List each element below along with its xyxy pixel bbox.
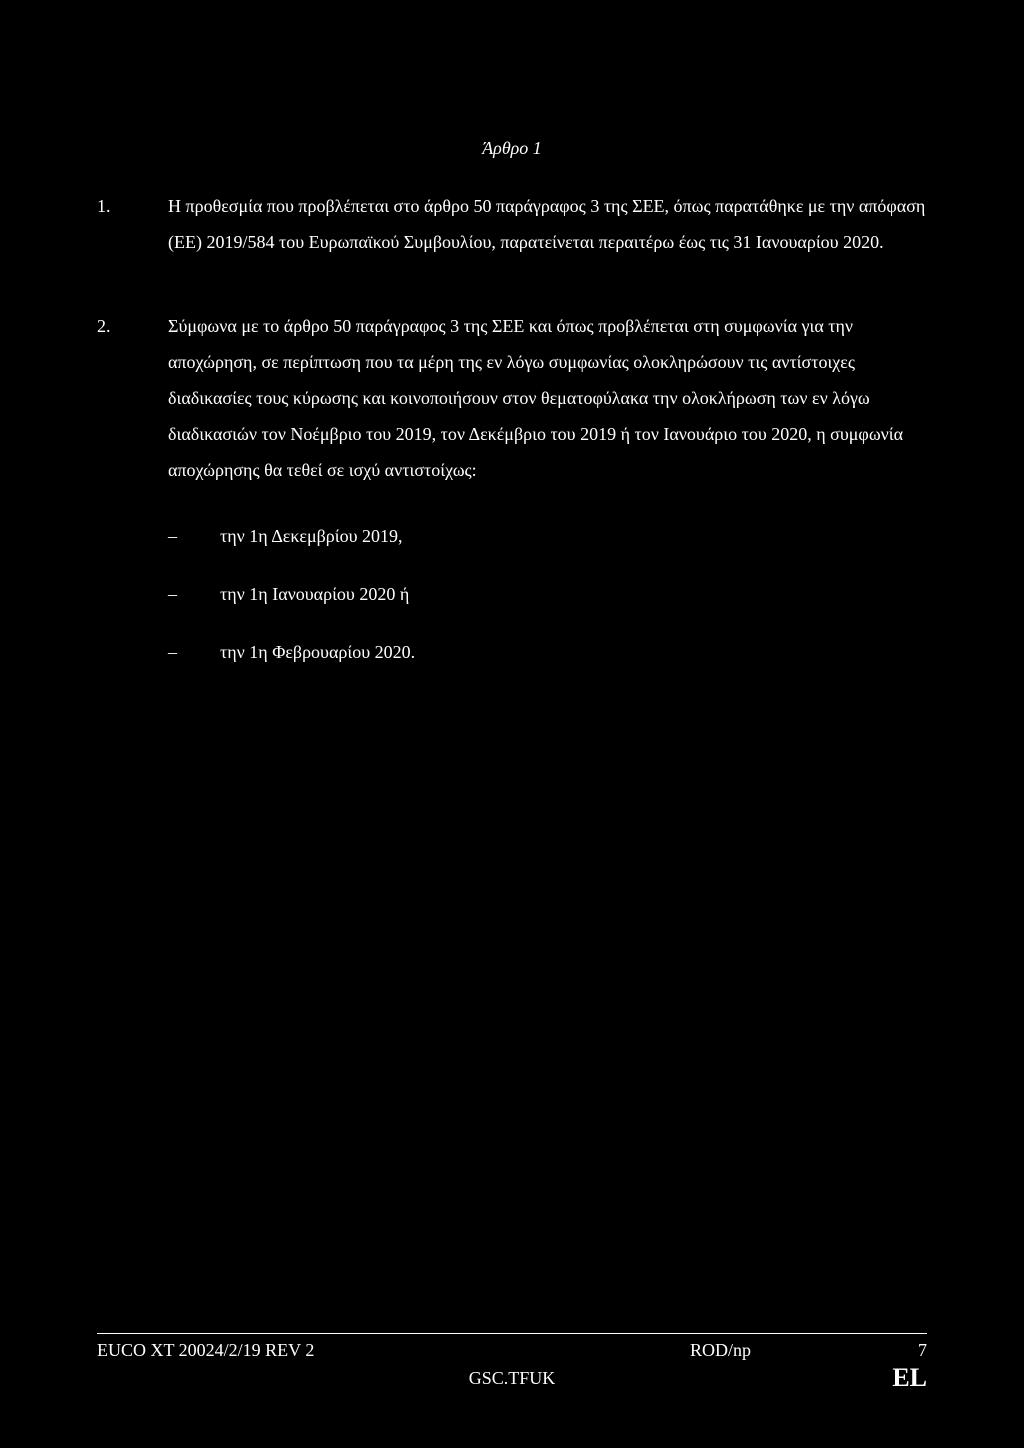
list-item <box>168 518 868 554</box>
department-code: GSC.TFUK <box>468 1368 556 1388</box>
list-item <box>168 576 868 612</box>
document-reference: EUCO XT 20024/2/19 REV 2 <box>97 1340 315 1360</box>
dash-bullet: – <box>168 642 177 662</box>
footer-divider <box>97 1333 927 1334</box>
paragraph-2-number: 2. <box>97 316 111 336</box>
paragraph-1-number: 1. <box>97 196 111 216</box>
list-item-text: την 1η Δεκεμβρίου 2019, <box>220 526 403 546</box>
paragraph-2 <box>97 308 929 488</box>
paragraph-1 <box>97 188 929 260</box>
paragraph-2-text: Σύμφωνα με το άρθρο 50 παράγραφος 3 της ΣΕΕ και όπως προβλέπεται στη συμφωνία για την αποχώρηση, σε περίπτωση που τα μέρη της εν λόγω συμφωνίας ολοκληρώσουν τις αντίστοιχες διαδικασίες τους κύρωσης και κοινοποιήσουν στον θεματοφύλακα την ολοκλήρωση των εν λόγω διαδικασιών τον Νοέμβριο του 2019, τον Δεκέμβριο του 2019 ή τον Ιανουάριο του 2020, η συμφωνία αποχώρησης θα τεθεί σε ισχύ αντιστοίχως: <box>168 316 904 480</box>
list-item-text: την 1η Ιανουαρίου 2020 ή <box>220 584 410 604</box>
list-item <box>168 634 868 670</box>
author-initials: ROD/np <box>690 1340 752 1360</box>
page-number: 7 <box>918 1340 927 1360</box>
paragraph-1-text: Η προθεσμία που προβλέπεται στο άρθρο 50 παράγραφος 3 της ΣΕΕ, όπως παρατάθηκε με την απόφαση (ΕΕ) 2019/584 του Ευρωπαϊκού Συμβουλίου, παρατείνεται περαιτέρω έως τις 31 Ιανουαρίου 2020. <box>168 196 926 252</box>
dash-bullet: – <box>168 526 177 546</box>
language-code: EL <box>892 1363 927 1392</box>
list-item-text: την 1η Φεβρουαρίου 2020. <box>220 642 416 662</box>
dash-bullet: – <box>168 584 177 604</box>
article-title: Άρθρο 1 <box>482 138 542 158</box>
date-list <box>168 518 868 692</box>
